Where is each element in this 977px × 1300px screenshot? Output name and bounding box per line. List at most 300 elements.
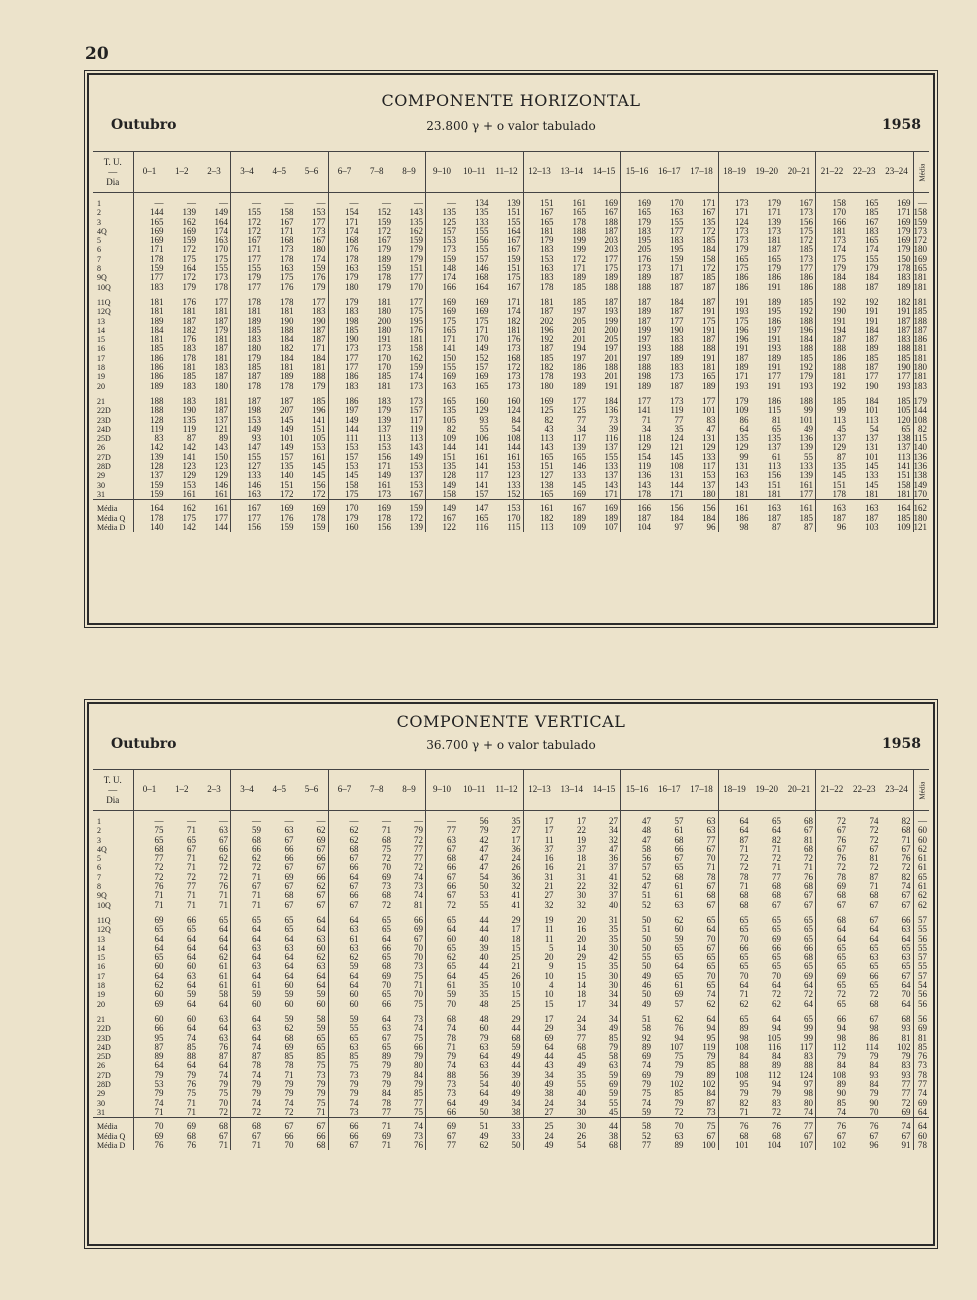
hourly-value: 183 [182,381,196,391]
hourly-value: 172 [702,264,716,274]
hourly-value: 76 [133,882,166,891]
hourly-value: 153 [507,462,521,472]
hourly-value: 78 [284,1061,294,1071]
hourly-value: 62 [284,1024,294,1034]
hourly-value: 112 [767,1070,781,1080]
hourly-value: 69 [382,971,391,981]
hourly-value: 174 [426,273,459,282]
hourly-value: 73 [328,1071,361,1080]
hourly-value: 79 [621,1080,654,1089]
daily-mean: 165 [913,264,927,274]
hourly-value: 57 [621,863,654,872]
hourly-value: 150 [426,354,459,363]
hourly-value: 73 [706,1107,716,1117]
hourly-value: 189 [865,344,879,354]
hourly-value: 64 [219,925,228,935]
hourly-value: — [382,817,391,826]
hourly-value: 99 [816,406,849,415]
hourly-value: 178 [621,490,654,500]
hourly-value: 22 [577,826,586,836]
summary-value: 122 [426,523,459,532]
summary-value: 177 [214,513,228,523]
hourly-value: 65 [816,981,849,990]
day-label: 15 [93,335,133,344]
day-label: 17 [93,972,133,981]
hourly-value: 173 [670,396,684,406]
day-label: 30 [93,481,133,490]
daily-mean: 56 [913,935,929,944]
hourly-value: 151 [426,453,459,462]
hourly-value: 60 [328,990,361,999]
hourly-value: 56 [479,1070,489,1080]
hourly-value: 205 [604,335,618,345]
hourly-value: 172 [182,245,196,255]
hourly-value: 65 [426,916,459,925]
summary-value: 187 [767,513,781,523]
hourly-value: 165 [426,397,459,406]
hourly-value: 172 [377,226,391,236]
hourly-value: 10 [523,972,556,981]
hourly-value: 66 [804,943,813,953]
hourly-value: 71 [284,1070,294,1080]
hourly-value: 69 [674,990,684,1000]
hourly-value: 17 [523,817,556,826]
hourly-value: 98 [869,1024,879,1034]
hourly-value: 160 [507,396,521,406]
hourly-value: 71 [187,854,196,864]
hourly-value: 153 [409,480,423,490]
hourly-value: 173 [767,226,781,236]
hourly-value: 81 [804,835,813,845]
hourly-value: 189 [572,273,586,283]
hourly-value: 74 [231,1043,264,1052]
hourly-value: 85 [187,1042,196,1052]
hourly-value: 165 [475,381,489,391]
hourly-value: 117 [475,471,489,481]
hourly-value: 135 [426,462,459,471]
hourly-value: 65 [718,916,751,925]
hourly-value: 193 [572,372,586,382]
daily-mean: 57 [913,916,929,925]
hourly-value: 185 [865,353,879,363]
hourly-value: 88 [804,1061,813,1071]
hourly-value: 18 [577,990,586,1000]
day-label: 3 [93,836,133,845]
hourly-value: 16 [523,863,556,872]
summary-value: 77 [804,1122,813,1132]
hourly-value: 65 [804,962,813,972]
hourly-value: 183 [312,307,326,317]
hourly-value: 159 [377,217,391,227]
hourly-value: 72 [187,872,196,882]
hourly-value: 65 [772,915,781,925]
hourly-value: 169 [182,226,196,236]
hourly-value: 153 [523,255,556,264]
hourly-value: 65 [382,915,391,925]
hourly-value: 69 [284,872,294,882]
hourly-value: 105 [767,1033,781,1043]
hour-header: 14–15 [588,152,621,193]
hourly-value: 187 [865,363,879,373]
tu-dia-header [93,770,133,811]
hourly-value: 172 [507,363,521,373]
hourly-value: 64 [382,934,391,944]
hourly-value: 62 [231,854,264,863]
hourly-value: 68 [674,872,684,882]
hourly-value: 14 [577,981,586,991]
hourly-value: 63 [187,971,196,981]
hourly-value: 190 [280,316,294,326]
hourly-value: 64 [316,925,326,935]
hourly-value: 19 [577,835,586,845]
day-label: 7 [93,873,133,882]
summary-value: 25 [523,1122,556,1131]
hourly-value: 173 [377,344,391,354]
hourly-value: 71 [231,901,264,910]
hourly-value: 69 [609,1080,618,1090]
hourly-value: 58 [219,990,228,1000]
hourly-value: 89 [706,1070,716,1080]
hourly-value: — [219,817,228,826]
hourly-value: 88 [426,1071,459,1080]
hourly-value: 30 [609,981,618,991]
hourly-value: 81 [869,854,879,864]
summary-mean: 78 [913,1141,929,1150]
hourly-value: 185 [133,344,166,353]
hourly-value: 39 [511,1070,521,1080]
table-row [93,354,929,363]
hourly-value: 167 [280,217,294,227]
hourly-value: 69 [284,1042,294,1052]
hourly-value: 66 [901,915,911,925]
hourly-value: 60 [133,962,166,971]
hourly-value: 145 [865,462,879,472]
day-label: 31 [93,1108,133,1118]
hourly-value: 26 [511,863,521,873]
hourly-value: 173 [621,264,654,273]
day-label: 9Q [93,273,133,282]
hourly-value: 196 [523,326,556,335]
hourly-value: 141 [182,452,196,462]
summary-value: 66 [316,1131,326,1141]
summary-value: 159 [280,522,294,532]
hourly-value: 198 [328,317,361,326]
hourly-value: 192 [865,297,879,307]
hourly-value: 84 [772,1052,781,1062]
hourly-value: 137 [816,434,849,443]
hourly-value: 71 [901,835,911,845]
hourly-value: 65 [187,925,196,935]
hourly-value: 172 [572,254,586,264]
hourly-value: 158 [816,199,849,208]
hourly-value: 159 [507,254,521,264]
day-label: 12Q [93,925,133,934]
summary-mean: 162 [913,504,927,514]
hourly-value: 179 [767,199,781,208]
hourly-value: 76 [219,882,228,892]
hourly-value: 74 [414,872,423,882]
hourly-value: 189 [702,381,716,391]
hourly-value: 173 [409,396,423,406]
summary-value: 170 [507,513,521,523]
hourly-value: 117 [799,1042,813,1052]
hourly-value: 137 [377,424,391,434]
hourly-value: 179 [718,245,751,254]
hourly-value: 113 [816,416,849,425]
hourly-value: 197 [604,344,618,354]
hourly-value: 167 [604,208,618,218]
daily-mean: — [913,817,929,826]
summary-value: 109 [572,522,586,532]
daily-mean: 55 [913,925,929,934]
hourly-value: 161 [799,480,813,490]
hourly-value: 175 [328,490,361,500]
hourly-value: 63 [706,817,716,826]
hourly-value: 83 [133,434,166,443]
hourly-value: 48 [479,1014,489,1024]
hourly-value: 105 [312,434,326,444]
hourly-value: 82 [772,835,781,845]
hourly-value: 171 [897,208,911,218]
table-row [93,953,929,962]
hourly-value: 193 [897,381,911,391]
hourly-value: 77 [414,1098,423,1108]
hourly-value: 151 [897,471,911,481]
hourly-value: 150 [214,452,228,462]
hourly-value: 71 [718,1108,751,1118]
hourly-value: 64 [426,925,459,934]
hourly-value: 167 [507,282,521,292]
hourly-value: 173 [799,208,813,218]
table-row [93,1015,929,1024]
table-row [93,944,929,953]
hourly-value: 169 [604,199,618,208]
hour-header: 3–4 [231,770,264,811]
hourly-value: 180 [231,344,264,353]
hourly-value: 164 [182,264,196,274]
table-row [93,199,929,208]
hourly-value: 195 [670,245,684,255]
hourly-value: 128 [426,471,459,480]
hourly-value: — [328,199,361,208]
hourly-value: 72 [382,854,391,864]
hourly-value: 72 [414,863,423,873]
hourly-value: 158 [280,208,294,218]
hourly-value: 125 [572,406,586,416]
hourly-value: 108 [816,1071,849,1080]
hourly-value: 175 [214,254,228,264]
hourly-value: 71 [187,863,196,873]
hourly-value: 69 [816,882,849,891]
hourly-value: 172 [312,489,326,499]
hourly-value: 68 [511,1033,521,1043]
hourly-value: 49 [577,1061,586,1071]
hourly-value: 185 [523,354,556,363]
hourly-value: 58 [621,845,654,854]
hourly-value: 82 [426,425,459,434]
hourly-value: — [187,199,196,208]
hourly-value: 162 [409,353,423,363]
hourly-value: 159 [670,254,684,264]
hourly-value: 15 [511,990,521,1000]
hourly-value: — [316,199,326,208]
hourly-value: 153 [409,462,423,472]
hourly-value: 87 [187,434,196,444]
hourly-value: 168 [280,236,294,246]
hourly-value: 124 [670,434,684,444]
panel-title: COMPONENTE HORIZONTAL [381,91,641,110]
hourly-value: 95 [718,1080,751,1089]
hourly-value: 180 [523,382,556,391]
hourly-value: 191 [377,335,391,345]
table-row [93,1043,929,1052]
hourly-value: 151 [312,424,326,434]
media-header [913,770,929,811]
hourly-value: 201 [572,325,586,335]
hourly-value: 64 [674,962,684,972]
hourly-value: 63 [426,836,459,845]
hourly-value: 143 [409,443,423,453]
hourly-value: 34 [621,425,654,434]
hourly-value: 173 [718,227,751,236]
summary-value: 178 [377,513,391,523]
hourly-value: 64 [426,1099,459,1108]
hourly-value: 178 [377,273,391,283]
hourly-value: — [382,199,391,208]
hourly-value: 177 [865,372,879,382]
hourly-value: 140 [280,471,294,481]
summary-value: 170 [328,504,361,513]
hourly-value: 139 [572,443,586,453]
hourly-value: 183 [231,335,264,344]
table-row [93,245,929,254]
hourly-value: 149 [280,424,294,434]
hourly-value: 185 [799,245,813,255]
hourly-value: 173 [214,273,228,283]
summary-value: 71 [382,1140,391,1150]
hourly-value: 65 [316,1042,326,1052]
hourly-value: 175 [182,254,196,264]
hourly-value: 194 [816,326,849,335]
hourly-value: 161 [377,480,391,490]
summary-value: 163 [767,504,781,514]
hourly-value: 63 [219,826,228,836]
table-row [93,1089,929,1098]
hourly-value: 197 [572,307,586,317]
hourly-value: 70 [772,971,781,981]
hourly-value: 63 [706,826,716,836]
summary-value: 161 [799,504,813,514]
day-label: 25D [93,434,133,443]
hourly-value: 71 [706,863,716,873]
hourly-value: 133 [475,217,489,227]
hourly-value: 66 [382,943,391,953]
hourly-value: 64 [718,817,751,826]
hourly-value: 163 [328,264,361,273]
daily-mean: 69 [913,1024,929,1033]
hourly-value: 65 [772,817,781,826]
summary-value: 187 [865,513,879,523]
hourly-value: 184 [702,245,716,255]
hourly-value: 178 [523,372,556,381]
hourly-value: 183 [670,335,684,345]
hourly-value: 69 [316,835,326,845]
hourly-value: 192 [816,382,849,391]
daily-mean: 115 [913,434,927,444]
summary-value: 140 [133,523,166,532]
hourly-value: — [316,817,326,826]
hourly-value: 175 [507,273,521,283]
hourly-value: 63 [219,1014,228,1024]
summary-value: 69 [133,1132,166,1141]
day-label: 28D [93,462,133,471]
hourly-value: 181 [507,325,521,335]
hourly-value: 60 [328,1000,361,1009]
hourly-value: 70 [869,1107,879,1117]
hourly-value: 59 [674,934,684,944]
summary-value: 68 [772,1131,781,1141]
hourly-value: 179 [377,282,391,292]
hourly-value: 62 [219,854,228,864]
hourly-value: 49 [621,972,654,981]
hourly-value: 70 [718,935,751,944]
hourly-value: 113 [377,434,391,444]
hourly-value: 65 [869,962,879,972]
hourly-value: 47 [609,844,618,854]
hourly-value: 60 [284,981,294,991]
hourly-value: 184 [865,396,879,406]
hourly-value: 78 [231,1061,264,1070]
hourly-value: 181 [816,227,849,236]
hourly-value: 40 [577,1089,586,1099]
hourly-value: 47 [621,817,654,826]
day-label: 4Q [93,227,133,236]
hourly-value: 181 [133,307,166,316]
hourly-value: 181 [767,236,781,246]
hourly-value: 18 [511,934,521,944]
hourly-value: 144 [670,480,684,490]
summary-value: 177 [231,514,264,523]
hour-header: 11–12 [491,770,524,811]
hourly-value: 145 [312,471,326,481]
hourly-value: 44 [479,925,489,935]
hourly-value: 41 [511,900,521,910]
hourly-value: 61 [219,962,228,972]
summary-value: 169 [280,504,294,514]
hourly-value: 153 [328,443,361,452]
hourly-value: 34 [609,826,618,836]
hourly-value: 186 [133,354,166,363]
hourly-value: 187 [523,307,556,316]
hourly-value: 10 [511,981,521,991]
hourly-value: 74 [869,817,879,826]
hourly-value: 165 [767,254,781,264]
summary-label: Média [93,1122,133,1131]
day-label: 20 [93,382,133,391]
hourly-value: 64 [316,971,326,981]
hourly-value: 138 [523,481,556,490]
hourly-value: 74 [219,1070,228,1080]
hourly-value: 65 [869,943,879,953]
hourly-value: 72 [804,990,813,1000]
hourly-value: 38 [511,1107,521,1117]
hourly-value: 41 [511,891,521,901]
hourly-value: 145 [865,480,879,490]
hourly-value: 64 [523,1043,556,1052]
hourly-value: 179 [377,406,391,416]
hourly-value: 164 [475,282,489,292]
hourly-value: 85 [284,1052,294,1062]
